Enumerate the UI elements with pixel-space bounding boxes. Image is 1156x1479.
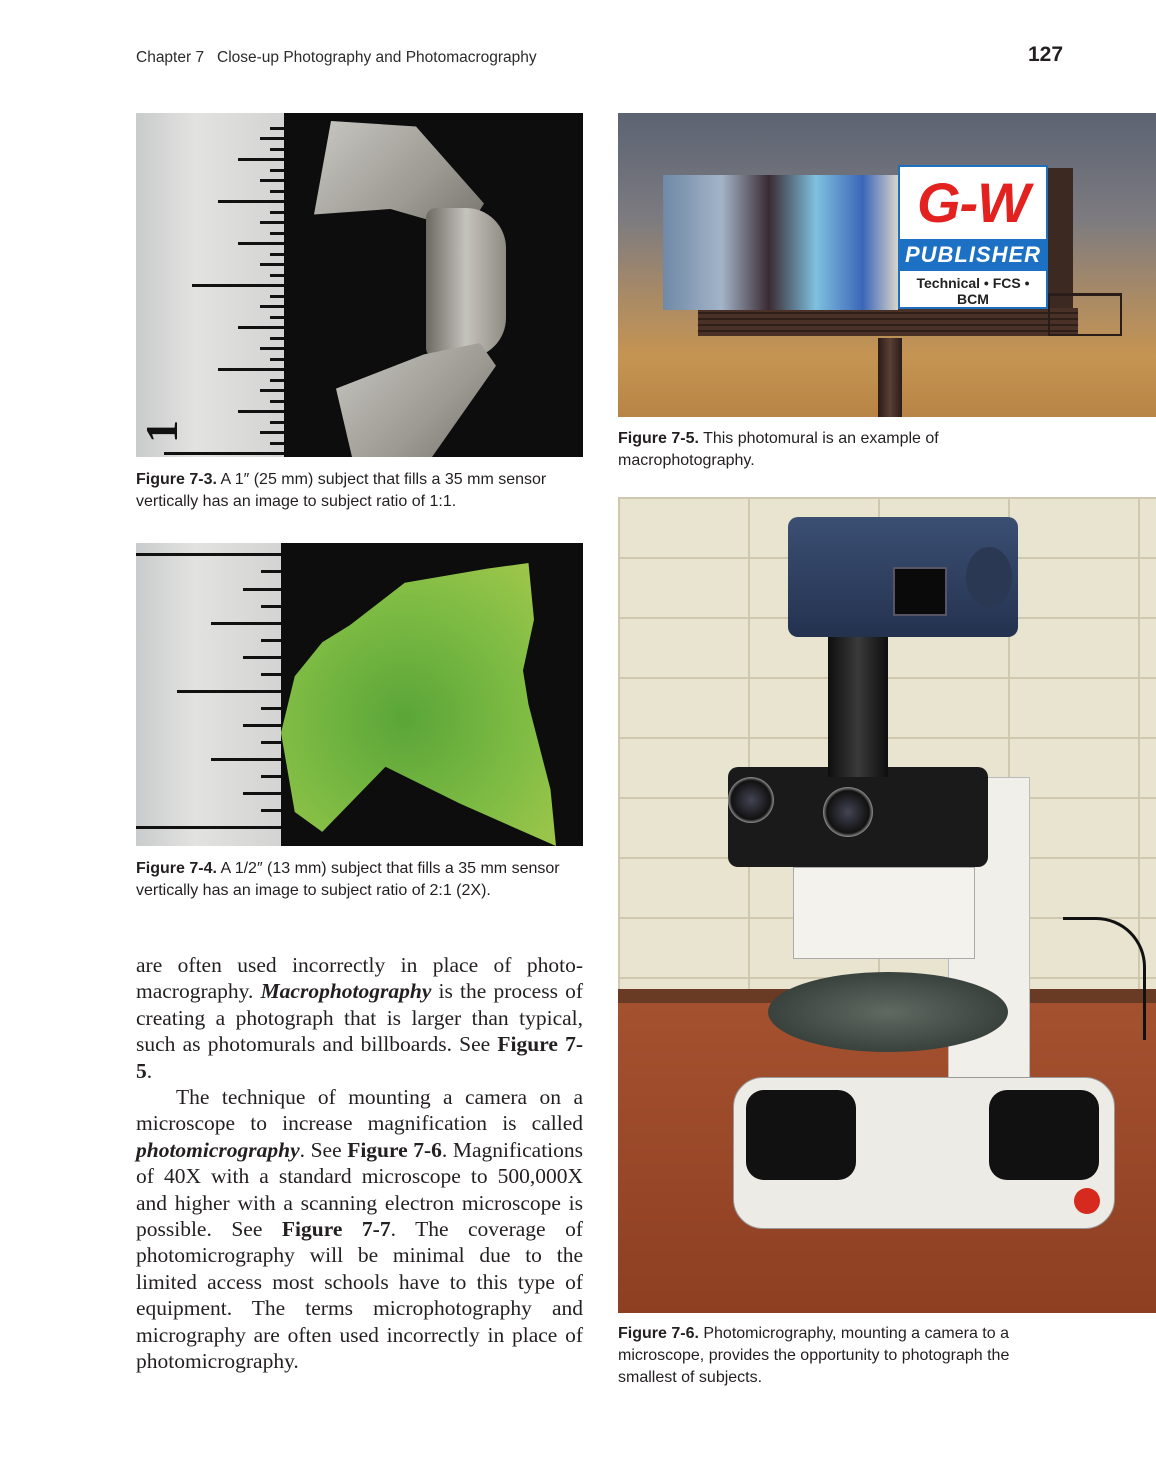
- microscope-base: [733, 1077, 1115, 1229]
- figure-label: Figure 7-4.: [136, 860, 217, 877]
- figure-label: Figure 7-5.: [618, 430, 699, 447]
- figure-7-3-caption: Figure 7-3. A 1″ (25 mm) subject that fills a 35 mm sensor vertically has an image to subject ratio of 1:1.: [136, 471, 547, 510]
- figure-ref-7-6: Figure 7-6: [347, 1137, 442, 1162]
- power-cable: [1063, 917, 1146, 1040]
- figure-7-4-image: [136, 543, 583, 846]
- microscope-stage: [768, 972, 1008, 1052]
- figure-ref-7-7: Figure 7-7: [281, 1217, 391, 1242]
- running-header: [136, 49, 537, 67]
- digital-camera: [788, 517, 1018, 637]
- gw-publisher-logo: [898, 165, 1048, 309]
- chapter-title: Close-up Photography and Photomacrography: [217, 49, 537, 66]
- publisher-band: PUBLISHER: [900, 239, 1046, 271]
- wing-nut-body: [426, 208, 506, 358]
- billboard-pole: [878, 338, 902, 417]
- base-pad-right: [989, 1090, 1099, 1180]
- eyepiece-left: [728, 777, 774, 823]
- chapter-number: Chapter 7: [136, 49, 205, 66]
- body-text: [136, 952, 583, 1375]
- figure-ref-7-5: Figure 7-5: [136, 1032, 583, 1083]
- microscope-arm: [793, 867, 975, 959]
- figure-7-3-image: [136, 113, 583, 457]
- billboard-catwalk: [1048, 293, 1122, 336]
- tagline: Technical • FCS • BCM: [916, 275, 1030, 307]
- camera-lcd: [893, 567, 947, 616]
- base-pad-left: [746, 1090, 856, 1180]
- leaf: [281, 563, 556, 846]
- paragraph-photomicrography: The technique of mounting a camera on a microscope to increase magnification is called photomicrography. See Figure 7-6. Magnifications of 40X with a standard microscope to 500,000X and higher with a scanning electron microscope is possible. See Figure 7-7. The coverage of photomicrography will be minimal due to the limited access most schools have to this type of equipment. The terms microphotography and micrography are often used incorrectly in place of photomicrography.: [136, 1085, 584, 1374]
- figure-7-5-caption: Figure 7-5. This photomural is an example of macrophotography.: [618, 430, 939, 469]
- term-photomicrography: photomicrography: [136, 1137, 300, 1162]
- leica-logo: [1074, 1188, 1100, 1214]
- camera-lens: [966, 547, 1012, 607]
- billboard-students-photo: [663, 175, 898, 310]
- ruler: [136, 113, 284, 457]
- figure-7-4-caption: Figure 7-4. A 1/2″ (13 mm) subject that fills a 35 mm sensor vertically has an image to subject ratio of 2:1 (2X).: [136, 860, 560, 899]
- figure-label: Figure 7-3.: [136, 471, 217, 488]
- paragraph-macrophotography: are often used incorrectly in place of photomacrography. Macrophotography is the process of creating a photograph that is larger than typical, such as photomurals and billboards. See Figure 7-5.: [136, 953, 583, 1083]
- page-number: 127: [1028, 43, 1064, 66]
- figure-7-5-image: [618, 113, 1156, 417]
- billboard-frame: [698, 308, 1078, 336]
- figure-7-6-caption: Figure 7-6. Photomicrography, mounting a camera to a microscope, provides the opportunity to photograph the smallest of subjects.: [618, 1325, 1010, 1386]
- gw-logo-text: G-W: [916, 171, 1030, 234]
- eyepiece-right: [823, 787, 873, 837]
- ruler: [136, 543, 281, 846]
- figure-label: Figure 7-6.: [618, 1325, 699, 1342]
- figure-7-6-image: [618, 497, 1156, 1313]
- term-macrophotography: Macrophotography: [260, 979, 432, 1004]
- wing-nut-lower-wing: [336, 343, 496, 457]
- ruler-mark: 1: [136, 420, 187, 443]
- camera-tube: [828, 637, 888, 777]
